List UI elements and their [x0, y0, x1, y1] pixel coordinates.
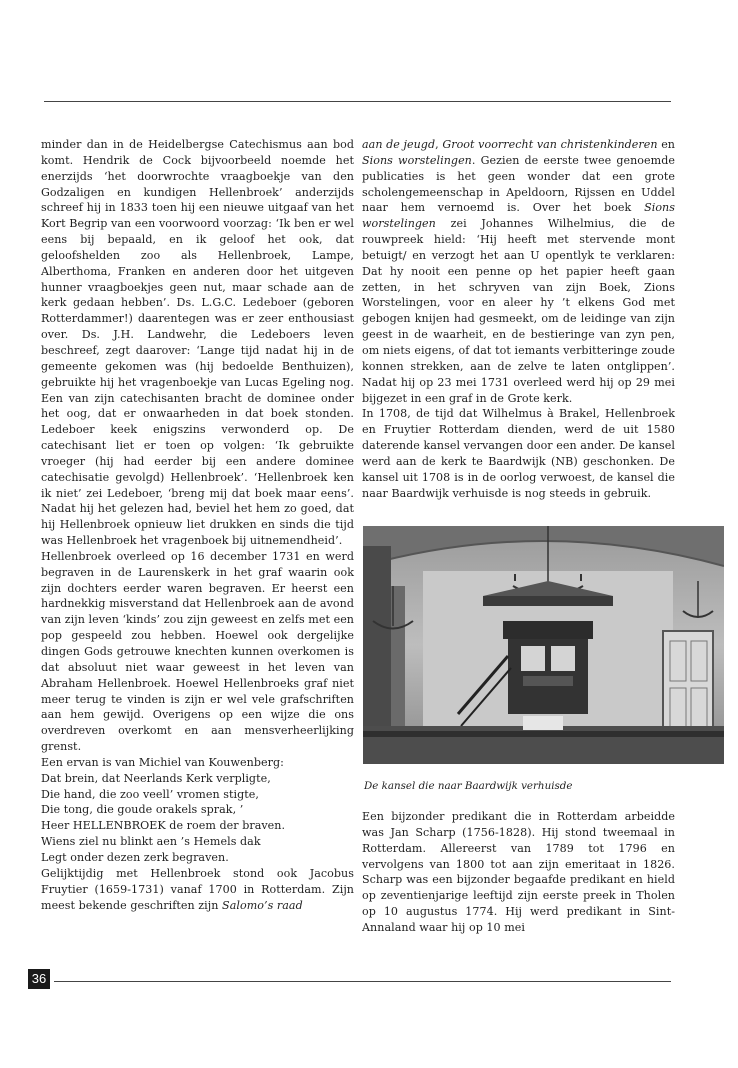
- poem-line: Die hand, die zoo veell’ vromen stigte,: [41, 787, 259, 801]
- church-pulpit-photo: [363, 526, 724, 764]
- top-rule: [44, 101, 671, 102]
- separator: ,: [435, 138, 443, 151]
- paragraph-fruytier-works: [362, 137, 675, 406]
- poem-line: Legt onder dezen zerk begraven.: [41, 850, 229, 864]
- paragraph-text-2: zei Johannes Wilhelmius, die de rouwpreek hield: ‘Hij heeft met stervende mont betuigt/ en verzogt het aan U opentlyk te verklaren: Dat hy nooit een penne op het papier heeft gaan zetten, in het schryven van zijn Boek, Zions Worstelingen, voor en aleer hy ’t elkens God met gebogen knijen had gesmeekt, om de leidinge van zijn geest in de waarheit, en de bestieringe van zyn pen, om niets eigens, of dat tot iemants verbitteringe zoude konnen strekken, aan de zelve te laten ontglippen’. Nadat hij op 23 mei 1731 overleed werd hij op 29 mei bijgezet in een graf in de Grote kerk.: [362, 217, 675, 405]
- paragraph-fruytier: [41, 866, 354, 914]
- book-title-jeugd: aan de jeugd: [362, 138, 436, 151]
- book-title-sions-2: Sions worstelingen: [362, 201, 675, 231]
- bottom-rule: [54, 981, 671, 982]
- book-title-salomo: Salomo’s raad: [222, 898, 303, 912]
- poem-line: Dat brein, dat Neerlands Kerk verpligte,: [41, 771, 271, 785]
- right-column-bottom: [362, 809, 675, 936]
- paragraph-hellenbroek-death: Hellenbroek overleed op 16 december 1731 en werd begraven in de Laurenskerk in het graf waarin ook zijn dochters eerder waren begraven. Er heerst een hardnekkig misverstand dat Hellenbroek aan de avond van zijn leven ‘kinds’ zou zijn geweest en zelfs met een pop gespeeld zou hebben. Hoewel ook dergelijke dingen Gods getrouwe knechten kunnen overkomen is dat absoluut niet waar geweest in het leven van Abraham Hellenbroek. Hoewel Hellenbroeks graf niet meer terug te vinden is zijn er wel vele grafschriften aan hem gewijd. Overigens op een wijze die ons overdreven overkomt en aan mensverheerlijking grenst.: [41, 549, 354, 754]
- page-number: 36: [28, 969, 50, 989]
- conjunction: en: [657, 138, 675, 151]
- book-title-groot-voorrecht: Groot voorrecht van christenkinderen: [442, 138, 658, 151]
- book-title-sions: Sions worstelingen: [362, 153, 472, 167]
- paragraph-text: . Gezien de eerste twee genoemde publicaties is het geen wonder dat een grote scholengemeenschap in Apeldoorn, Rijssen en Uddel naar hem vernoemd is. Over het boek: [362, 153, 675, 215]
- paragraph-hellenbroek-reception: minder dan in de Heidelbergse Catechismus aan bod komt. Hendrik de Cock bijvoorbeeld noemde het enerzijds ‘het doorwrochte vraagboekje van den Godzaligen en kundigen Hellenbroek’ anderzijds schreef hij in 1833 toen hij een nieuwe uitgaaf van het Kort Begrip van een voorwoord voorzag: ‘Ik ben er wel eens bij bepaald, en ik geloof het ook, dat geloofshelden zoo als Hellenbroek, Lampe, Alberthoma, Franken en anderen door het uitgeven hunner vraagboekjes geen nut, maar schade aan de kerk gedaan hebben’. Ds. L.G.C. Ledeboer (geboren Rotterdammer!) daarentegen was er zeer enthousiast over. Ds. J.H. Landwehr, die Ledeboers leven beschreef, zegt daarover: ‘Lange tijd nadat hij in de gemeente gekomen was (hij bedoelde Benthuizen), gebruikte hij het vragenboekje van Lucas Egeling nog. Een van zijn catechisanten bracht de dominee onder het oog, dat er onwaarheden in dat boek stonden. Ledeboer keek enigszins verwonderd op. De catechisant liet er toen op volgen: ‘Ik gebruikte vroeger (hij had eerder bij een andere dominee catechisatie gevolgd) Hellenbroek’. ‘Hellenbroek ken ik niet’ zei Ledeboer, ‘breng mij dat boek maar eens’. Nadat hij het gelezen had, beviel het hem zo goed, dat hij Hellenbroek opnieuw liet drukken en sinds die tijd was Hellenbroek het vragenboek bij uitnemendheid’.: [41, 138, 354, 548]
- paragraph-jan-scharp: Een bijzonder predikant die in Rotterdam arbeidde was Jan Scharp (1756-1828). Hij stond tweemaal in Rotterdam. Allereerst van 1789 tot 1796 en vervolgens van 1800 tot aan zijn emeritaat in 1826. Scharp was een bijzonder begaafde predikant en hield op zeventienjarige leeftijd zijn eerste preek in Tholen op 10 augustus 1774. Hij werd predikant in Sint-Annaland waar hij op 10 mei: [362, 810, 675, 934]
- poem-line: Die tong, die goude orakels sprak, ’: [41, 803, 244, 817]
- paragraph-fruytier-text: Gelijktijdig met Hellenbroek stond ook Jacobus Fruytier (1659-1731) vanaf 1700 in Rotterdam. Zijn meest bekende geschriften zijn: [41, 866, 354, 912]
- photo-caption: De kansel die naar Baardwijk verhuisde: [364, 780, 573, 792]
- pulpit-photo-graphic: [363, 526, 724, 764]
- poem-line: Heer HELLENBROEK de roem der braven.: [41, 819, 286, 833]
- left-column: [41, 137, 354, 913]
- right-column: [362, 137, 675, 501]
- paragraph-epitaph-intro: Een ervan is van Michiel van Kouwenberg:: [41, 755, 284, 769]
- paragraph-kansel: In 1708, de tijd dat Wilhelmus à Brakel, Hellenbroek en Fruytier Rotterdam dienden, werd de uit 1580 daterende kansel vervangen door een ander. De kansel werd aan de kerk te Baardwijk (NB) geschonken. De kansel uit 1708 is in de oorlog verwoest, de kansel die naar Baardwijk verhuisde is nog steeds in gebruik.: [362, 407, 675, 500]
- epitaph-poem: [41, 771, 354, 866]
- poem-line: Wiens ziel nu blinkt aen ’s Hemels dak: [41, 835, 261, 849]
